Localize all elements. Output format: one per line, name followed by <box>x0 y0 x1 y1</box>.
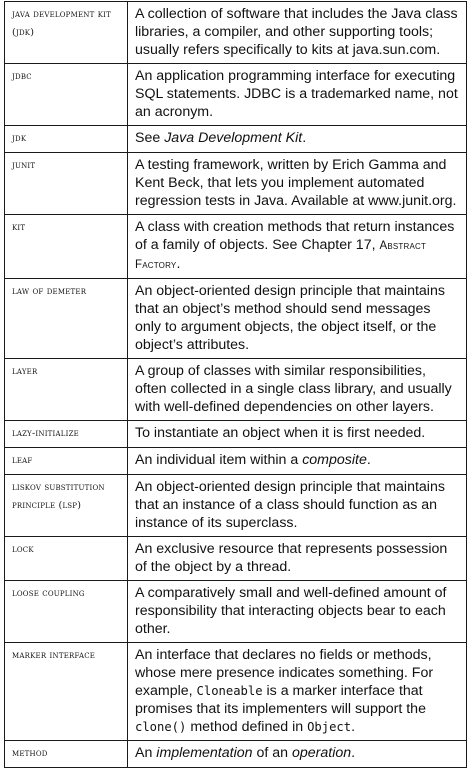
definition-code: clone() <box>135 720 187 734</box>
glossary-term: java development kit (jdk) <box>5 2 128 64</box>
glossary-term: lock <box>5 537 128 581</box>
glossary-term: liskov substitution principle (lsp) <box>5 475 128 537</box>
definition-text: method defined in <box>186 719 308 735</box>
definition-code: Cloneable <box>196 684 263 698</box>
definition-text: An application programming interface for executing SQL statements. JDBC is a trademarked name, not an acronym. <box>135 68 458 120</box>
glossary-term: kit <box>5 215 128 279</box>
glossary-term: jdbc <box>5 64 128 126</box>
glossary-row <box>5 359 467 421</box>
definition-text: . <box>366 452 371 468</box>
glossary-row <box>5 153 467 215</box>
glossary-term: layer <box>5 359 128 421</box>
glossary-row <box>5 448 467 475</box>
glossary-definition <box>128 215 467 279</box>
definition-text: An interface that declares no fields or methods, whose mere presence indicates something. For example, <box>135 647 434 699</box>
glossary-term: law of demeter <box>5 279 128 359</box>
glossary-row <box>5 279 467 359</box>
glossary-definition <box>128 643 467 741</box>
glossary-term: lazy-initialize <box>5 421 128 448</box>
glossary-term: junit <box>5 153 128 215</box>
definition-text: . <box>351 719 356 735</box>
glossary-row <box>5 643 467 741</box>
definition-text: A collection of software that includes the Java class libraries, a compiler, and other supporting tools; usually refers specifically to kits at java.sun.com. <box>135 6 458 58</box>
glossary-term: jdk <box>5 126 128 153</box>
glossary-term: marker interface <box>5 643 128 741</box>
glossary-row <box>5 421 467 448</box>
glossary-row <box>5 2 467 64</box>
glossary-definition <box>128 2 467 64</box>
glossary-definition <box>128 537 467 581</box>
definition-italic-term: operation <box>291 745 352 761</box>
definition-text: A group of classes with similar responsibilities, often collected in a single class library, and usually with well-defined dependencies on other layers. <box>135 363 452 415</box>
glossary-definition <box>128 64 467 126</box>
definition-text: A comparatively small and well-defined amount of responsibility that interacting objects bear to each other. <box>135 585 447 637</box>
definition-text: An object-oriented design principle that maintains that an object’s method should send messages only to argument objects, the object itself, or the object’s attributes. <box>135 283 445 353</box>
glossary-definition <box>128 448 467 475</box>
definition-text: An <box>135 745 157 761</box>
definition-text: is a marker interface that promises that its implementers will support the <box>135 683 426 717</box>
definition-text: An individual item within a <box>135 452 303 468</box>
glossary-definition <box>128 741 467 768</box>
glossary-term: method <box>5 741 128 768</box>
glossary-row <box>5 537 467 581</box>
definition-text: An object-oriented design principle that maintains that an instance of a class should function as an instance of its superclass. <box>135 479 445 531</box>
definition-text: An exclusive resource that represents possession of the object by a thread. <box>135 541 448 575</box>
glossary-body <box>5 2 467 768</box>
definition-text: A testing framework, written by Erich Gamma and Kent Beck, that lets you implement automated regression tests in Java. Available at www.junit.org. <box>135 157 457 209</box>
definition-text: A class with creation methods that return instances of a family of objects. See Chapter 17, <box>135 219 455 253</box>
definition-italic-term: implementation <box>156 745 253 761</box>
definition-text: of an <box>252 745 292 761</box>
glossary-definition <box>128 475 467 537</box>
glossary-row <box>5 581 467 643</box>
glossary-definition <box>128 581 467 643</box>
definition-pattern-name: Abstract Factory <box>135 240 427 271</box>
definition-text: See <box>135 130 165 146</box>
definition-text: To instantiate an object when it is first needed. <box>135 425 426 441</box>
definition-italic-term: composite <box>302 452 367 468</box>
glossary-table <box>4 1 467 768</box>
definition-code: Object <box>307 720 352 734</box>
definition-text: . <box>351 745 356 761</box>
glossary-definition <box>128 359 467 421</box>
glossary-row <box>5 215 467 279</box>
glossary-row <box>5 126 467 153</box>
definition-text: . <box>302 130 307 146</box>
glossary-term: leaf <box>5 448 128 475</box>
glossary-definition <box>128 126 467 153</box>
glossary-definition <box>128 421 467 448</box>
glossary-definition <box>128 153 467 215</box>
glossary-row <box>5 64 467 126</box>
definition-italic-term: Java Development Kit <box>164 130 303 146</box>
glossary-definition <box>128 279 467 359</box>
glossary-row <box>5 475 467 537</box>
glossary-row <box>5 741 467 768</box>
glossary-term: loose coupling <box>5 581 128 643</box>
definition-text: . <box>176 256 181 272</box>
